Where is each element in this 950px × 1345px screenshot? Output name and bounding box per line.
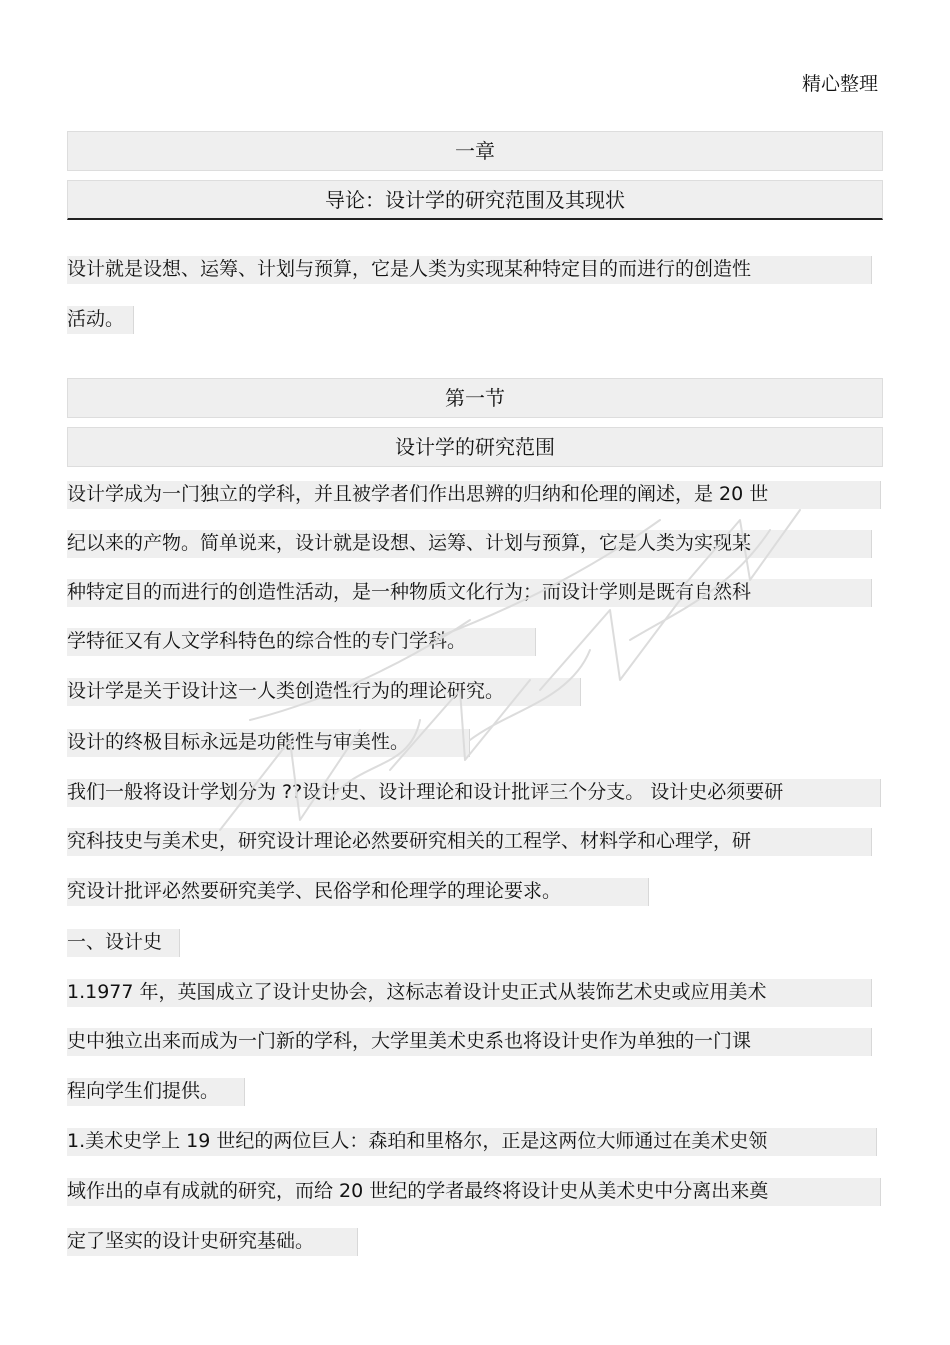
paragraph-3: 设计的终极目标永远是功能性与审美性。	[67, 729, 470, 757]
subsection-heading: 一、设计史	[67, 929, 180, 957]
paragraph-2: 设计学是关于设计这一人类创造性行为的理论研究。	[67, 678, 581, 706]
intro-line: 设计就是设想、运筹、计划与预算，它是人类为实现某种特定目的而进行的创造性	[67, 256, 872, 284]
paragraph-1-line: 设计学成为一门独立的学科，并且被学者们作出思辨的归纳和伦理的阐述，是 20 世	[67, 481, 881, 509]
paragraph-5-line: 史中独立出来而成为一门新的学科，大学里美术史系也将设计史作为单独的一门课	[67, 1028, 872, 1056]
paragraph-6-line: 定了坚实的设计史研究基础。	[67, 1228, 358, 1256]
header-note: 精心整理	[801, 73, 878, 95]
paragraph-6-line: 域作出的卓有成就的研究，而给 20 世纪的学者最终将设计史从美术史中分离出来奠	[67, 1178, 881, 1206]
paragraph-1-line: 学特征又有人文学科特色的综合性的专门学科。	[67, 628, 536, 656]
paragraph-1-line: 纪以来的产物。简单说来，设计就是设想、运筹、计划与预算，它是人类为实现某	[67, 530, 872, 558]
paragraph-4-line: 究设计批评必然要研究美学、民俗学和伦理学的理论要求。	[67, 878, 649, 906]
paragraph-1-line: 种特定目的而进行的创造性活动，是一种物质文化行为；而设计学则是既有自然科	[67, 579, 872, 607]
paragraph-4-line: 究科技史与美术史，研究设计理论必然要研究相关的工程学、材料学和心理学，研	[67, 828, 872, 856]
paragraph-4-line: 我们一般将设计学划分为 ??设计史、设计理论和设计批评三个分支。 设计史必须要研	[67, 779, 881, 807]
paragraph-5-line: 1.1977 年，英国成立了设计史协会，这标志着设计史正式从装饰艺术史或应用美术	[67, 979, 872, 1007]
paragraph-6-line: 1.美术史学上 19 世纪的两位巨人：森珀和里格尔，正是这两位大师通过在美术史领	[67, 1128, 877, 1156]
chapter-title: 导论：设计学的研究范围及其现状	[67, 180, 883, 220]
intro-line: 活动。	[67, 306, 134, 334]
section-title: 设计学的研究范围	[67, 427, 883, 467]
chapter-heading: 一章	[67, 131, 883, 171]
paragraph-5-line: 程向学生们提供。	[67, 1078, 245, 1106]
section-heading: 第一节	[67, 378, 883, 418]
